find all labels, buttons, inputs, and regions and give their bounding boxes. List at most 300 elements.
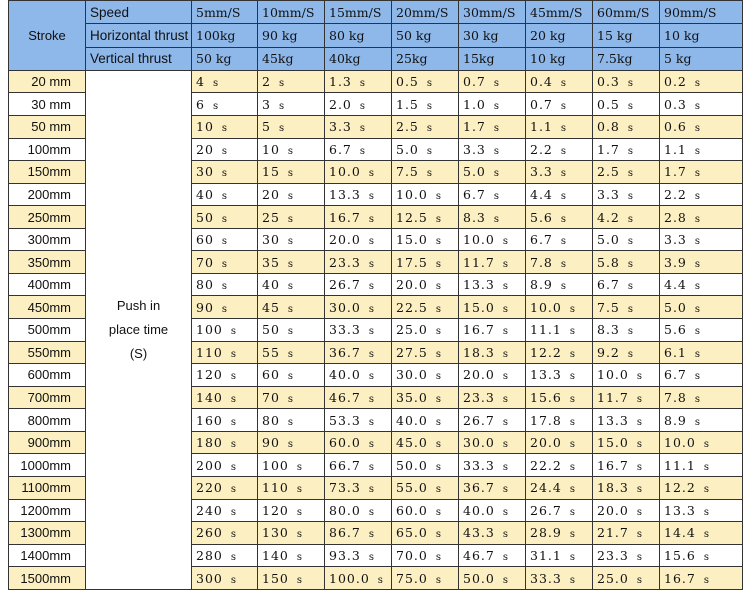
time-unit: s <box>435 190 441 202</box>
time-unit: s <box>368 303 374 315</box>
time-value: 200 <box>196 457 223 473</box>
time-value: 50 <box>262 322 280 338</box>
time-unit: s <box>502 439 508 451</box>
time-unit: s <box>435 574 441 586</box>
time-unit: s <box>221 145 228 157</box>
time-cell <box>192 499 258 522</box>
time-unit: s <box>694 168 701 180</box>
time-cell <box>593 341 660 364</box>
time-value: 16.7 <box>329 209 361 225</box>
time-value: 75.0 <box>396 570 428 586</box>
time-unit: s <box>287 439 294 451</box>
time-unit: s <box>287 190 294 202</box>
time-value: 2.0 <box>329 96 352 112</box>
speed-cell: 5mm/S <box>192 1 258 24</box>
time-cell <box>660 341 743 364</box>
time-value: 2.8 <box>664 209 687 225</box>
time-cell <box>392 386 459 409</box>
time-cell <box>660 386 743 409</box>
time-unit: s <box>368 461 374 473</box>
time-unit: s <box>230 529 236 541</box>
time-value: 26.7 <box>463 412 495 428</box>
time-unit: s <box>636 439 642 451</box>
stroke-cell: 150mm <box>9 161 86 184</box>
time-unit: s <box>694 100 701 112</box>
time-cell <box>660 183 743 206</box>
time-value: 1.7 <box>463 119 486 135</box>
table-row <box>9 70 743 93</box>
time-value: 20 <box>262 186 280 202</box>
time-cell <box>660 161 743 184</box>
time-value: 220 <box>196 480 223 496</box>
time-value: 3.9 <box>664 254 687 270</box>
time-cell <box>660 454 743 477</box>
time-value: 0.7 <box>530 96 553 112</box>
time-value: 8.9 <box>530 277 553 293</box>
time-value: 30.0 <box>329 299 361 315</box>
time-value: 40 <box>262 277 280 293</box>
time-cell <box>660 544 743 567</box>
time-cell <box>258 522 325 545</box>
time-value: 6.7 <box>463 186 486 202</box>
time-value: 180 <box>196 435 223 451</box>
time-value: 22.5 <box>396 299 428 315</box>
time-value: 20 <box>196 141 214 157</box>
time-unit: s <box>569 506 575 518</box>
time-unit: s <box>627 348 634 360</box>
time-unit: s <box>212 78 219 90</box>
time-cell <box>392 454 459 477</box>
time-value: 7.8 <box>530 254 553 270</box>
time-unit: s <box>230 416 236 428</box>
time-value: 93.3 <box>329 547 361 563</box>
time-value: 4.4 <box>530 186 553 202</box>
time-cell <box>192 544 258 567</box>
horizontal-thrust-cell: 100kg <box>192 24 258 47</box>
time-cell <box>392 341 459 364</box>
time-unit: s <box>493 78 500 90</box>
time-value: 50 <box>196 209 214 225</box>
time-cell <box>392 522 459 545</box>
time-cell <box>660 567 743 590</box>
time-value: 260 <box>196 525 223 541</box>
time-value: 5.0 <box>463 164 486 180</box>
time-unit: s <box>368 168 374 180</box>
vertical-thrust-row <box>9 47 743 70</box>
time-unit: s <box>287 168 294 180</box>
time-unit: s <box>627 236 634 248</box>
horizontal-thrust-cell: 50 kg <box>392 24 459 47</box>
time-unit: s <box>694 416 701 428</box>
time-value: 5 <box>262 119 271 135</box>
time-cell <box>593 93 660 116</box>
time-unit: s <box>627 100 634 112</box>
time-unit: s <box>359 145 366 157</box>
time-cell <box>660 206 743 229</box>
time-cell <box>660 70 743 93</box>
time-unit: s <box>278 100 285 112</box>
time-cell <box>526 115 593 138</box>
time-value: 3.3 <box>463 141 486 157</box>
time-value: 15.0 <box>396 232 428 248</box>
horizontal-thrust-cell: 30 kg <box>459 24 526 47</box>
time-cell <box>526 228 593 251</box>
time-unit: s <box>296 574 302 586</box>
time-unit: s <box>426 78 433 90</box>
time-unit: s <box>636 506 642 518</box>
time-value: 23.3 <box>463 390 495 405</box>
time-cell <box>325 183 392 206</box>
speed-cell: 30mm/S <box>459 1 526 24</box>
time-value: 53.3 <box>329 412 361 428</box>
stroke-cell: 200mm <box>9 183 86 206</box>
time-unit: s <box>502 506 508 518</box>
time-unit: s <box>368 394 374 405</box>
time-value: 130 <box>262 525 289 541</box>
time-value: 26.7 <box>329 277 361 293</box>
time-cell <box>660 138 743 161</box>
time-unit: s <box>368 439 374 451</box>
time-value: 1.1 <box>664 141 687 157</box>
time-value: 60 <box>196 232 214 248</box>
horizontal-thrust-cell: 80 kg <box>325 24 392 47</box>
time-cell <box>192 228 258 251</box>
time-value: 40.0 <box>396 412 428 428</box>
time-value: 20.0 <box>396 277 428 293</box>
stroke-cell: 1000mm <box>9 454 86 477</box>
time-value: 12.2 <box>664 480 696 496</box>
time-unit: s <box>502 529 508 541</box>
time-unit: s <box>368 551 374 563</box>
time-unit: s <box>560 258 567 270</box>
time-unit: s <box>230 439 236 451</box>
time-unit: s <box>287 416 294 428</box>
time-unit: s <box>435 326 441 338</box>
time-value: 15.0 <box>463 299 495 315</box>
time-unit: s <box>426 168 433 180</box>
time-cell <box>192 409 258 432</box>
time-unit: s <box>569 371 575 383</box>
time-unit: s <box>435 484 441 496</box>
time-value: 240 <box>196 502 223 518</box>
time-value: 20.0 <box>530 435 562 451</box>
time-value: 10.0 <box>530 299 562 315</box>
time-unit: s <box>221 213 228 225</box>
time-unit: s <box>502 236 508 248</box>
time-value: 25.0 <box>396 322 428 338</box>
time-cell <box>459 251 526 274</box>
time-cell <box>459 499 526 522</box>
time-value: 0.3 <box>597 74 620 90</box>
time-cell <box>593 273 660 296</box>
time-value: 16.7 <box>463 322 495 338</box>
time-value: 90 <box>262 435 280 451</box>
time-value: 15.6 <box>530 390 562 405</box>
time-unit: s <box>569 461 575 473</box>
time-unit: s <box>569 551 575 563</box>
time-unit: s <box>368 348 374 360</box>
time-value: 80 <box>262 412 280 428</box>
time-unit: s <box>435 394 441 405</box>
time-unit: s <box>694 348 701 360</box>
time-value: 40 <box>196 186 214 202</box>
time-cell <box>593 296 660 319</box>
time-unit: s <box>694 326 701 338</box>
speed-label: Speed <box>86 1 192 24</box>
time-cell <box>459 319 526 342</box>
time-value: 90 <box>196 299 214 315</box>
time-cell <box>192 93 258 116</box>
time-value: 20.0 <box>463 367 495 383</box>
time-cell <box>660 115 743 138</box>
time-value: 160 <box>196 412 223 428</box>
time-unit: s <box>502 574 508 586</box>
time-value: 8.9 <box>664 412 687 428</box>
time-unit: s <box>627 258 634 270</box>
time-unit: s <box>368 506 374 518</box>
time-unit: s <box>368 416 374 428</box>
time-value: 3 <box>262 96 271 112</box>
horizontal-thrust-cell: 20 kg <box>526 24 593 47</box>
time-value: 2 <box>262 74 271 90</box>
time-value: 13.3 <box>329 186 361 202</box>
time-value: 0.4 <box>530 74 553 90</box>
time-value: 100.0 <box>329 570 370 586</box>
time-unit: s <box>569 574 575 586</box>
push-time-table <box>8 0 743 590</box>
stroke-cell: 1400mm <box>9 544 86 567</box>
time-value: 36.7 <box>329 344 361 360</box>
time-value: 31.1 <box>530 547 562 563</box>
time-cell <box>526 386 593 409</box>
time-value: 14.4 <box>664 525 696 541</box>
time-unit: s <box>230 506 236 518</box>
time-cell <box>392 499 459 522</box>
time-value: 86.7 <box>329 525 361 541</box>
time-cell <box>325 409 392 432</box>
time-cell <box>325 161 392 184</box>
time-cell <box>192 296 258 319</box>
time-cell <box>392 273 459 296</box>
time-cell <box>459 431 526 454</box>
time-value: 11.7 <box>463 254 495 270</box>
time-cell <box>526 251 593 274</box>
time-cell <box>192 364 258 387</box>
time-cell <box>459 273 526 296</box>
horizontal-thrust-cell: 10 kg <box>660 24 743 47</box>
time-cell <box>593 386 660 409</box>
stroke-cell: 100mm <box>9 138 86 161</box>
time-unit: s <box>368 484 374 496</box>
time-unit: s <box>569 484 575 496</box>
time-value: 46.7 <box>463 547 495 563</box>
time-value: 11.1 <box>664 457 696 473</box>
time-unit: s <box>493 145 500 157</box>
stroke-cell: 450mm <box>9 296 86 319</box>
time-cell <box>660 476 743 499</box>
horizontal-thrust-cell: 15 kg <box>593 24 660 47</box>
time-value: 6.7 <box>597 277 620 293</box>
time-cell <box>593 499 660 522</box>
time-value: 43.3 <box>463 525 495 541</box>
time-unit: s <box>296 529 302 541</box>
time-cell <box>325 228 392 251</box>
time-unit: s <box>703 574 709 586</box>
time-value: 33.3 <box>329 322 361 338</box>
time-cell <box>258 296 325 319</box>
time-value: 5.0 <box>396 141 419 157</box>
time-unit: s <box>230 461 236 473</box>
time-cell <box>258 70 325 93</box>
time-cell <box>258 206 325 229</box>
time-value: 2.5 <box>597 164 620 180</box>
time-unit: s <box>569 529 575 541</box>
time-value: 3.3 <box>664 232 687 248</box>
time-cell <box>325 364 392 387</box>
time-cell <box>459 138 526 161</box>
time-value: 55 <box>262 344 280 360</box>
vertical-thrust-cell: 5 kg <box>660 47 743 70</box>
time-value: 11.7 <box>597 390 629 405</box>
stroke-header: Stroke <box>9 1 86 71</box>
time-unit: s <box>502 281 508 293</box>
time-cell <box>192 183 258 206</box>
time-value: 60.0 <box>329 435 361 451</box>
time-value: 30.0 <box>396 367 428 383</box>
time-cell <box>325 115 392 138</box>
horizontal-thrust-cell: 90 kg <box>258 24 325 47</box>
time-cell <box>325 138 392 161</box>
time-unit: s <box>287 371 294 383</box>
time-value: 120 <box>262 502 289 518</box>
time-cell <box>593 544 660 567</box>
time-value: 0.3 <box>664 96 687 112</box>
time-value: 140 <box>262 547 289 563</box>
time-value: 7.8 <box>664 390 687 405</box>
time-cell <box>392 228 459 251</box>
time-unit: s <box>435 236 441 248</box>
time-unit: s <box>502 348 508 360</box>
time-unit: s <box>502 326 508 338</box>
time-unit: s <box>435 506 441 518</box>
time-value: 100 <box>196 322 223 338</box>
time-unit: s <box>569 303 575 315</box>
time-value: 45 <box>262 299 280 315</box>
time-unit: s <box>694 190 701 202</box>
time-value: 10.0 <box>396 186 428 202</box>
stroke-cell: 400mm <box>9 273 86 296</box>
time-unit: s <box>502 551 508 563</box>
time-unit: s <box>221 123 228 135</box>
time-value: 13.3 <box>597 412 629 428</box>
time-cell <box>459 386 526 409</box>
time-unit: s <box>377 574 383 586</box>
time-unit: s <box>636 416 642 428</box>
time-unit: s <box>636 484 642 496</box>
time-value: 1.1 <box>530 119 553 135</box>
time-unit: s <box>569 326 575 338</box>
time-cell <box>593 431 660 454</box>
time-value: 8.3 <box>463 209 486 225</box>
time-unit: s <box>703 439 709 451</box>
time-cell <box>526 567 593 590</box>
time-unit: s <box>221 281 228 293</box>
vertical-thrust-cell: 45kg <box>258 47 325 70</box>
stroke-cell: 1100mm <box>9 476 86 499</box>
speed-cell: 45mm/S <box>526 1 593 24</box>
time-cell <box>325 567 392 590</box>
time-value: 100 <box>262 457 289 473</box>
time-cell <box>192 386 258 409</box>
time-cell <box>459 70 526 93</box>
time-value: 0.2 <box>664 74 687 90</box>
time-cell <box>192 138 258 161</box>
time-unit: s <box>703 461 709 473</box>
time-value: 0.8 <box>597 119 620 135</box>
time-value: 13.3 <box>530 367 562 383</box>
time-cell <box>258 93 325 116</box>
time-cell <box>526 341 593 364</box>
time-value: 70.0 <box>396 547 428 563</box>
time-cell <box>258 409 325 432</box>
time-value: 12.5 <box>396 209 428 225</box>
time-unit: s <box>278 78 285 90</box>
time-unit: s <box>627 213 634 225</box>
stroke-cell: 1500mm <box>9 567 86 590</box>
time-cell <box>593 70 660 93</box>
time-unit: s <box>636 529 642 541</box>
vertical-thrust-label: Vertical thrust <box>86 47 192 70</box>
time-cell <box>459 296 526 319</box>
time-unit: s <box>435 371 441 383</box>
time-cell <box>325 206 392 229</box>
time-unit: s <box>368 190 374 202</box>
time-value: 6.1 <box>664 344 687 360</box>
time-cell <box>258 499 325 522</box>
time-unit: s <box>435 303 441 315</box>
time-unit: s <box>627 190 634 202</box>
stroke-cell: 1300mm <box>9 522 86 545</box>
vertical-thrust-cell: 10 kg <box>526 47 593 70</box>
time-unit: s <box>426 145 433 157</box>
time-cell <box>459 567 526 590</box>
time-cell <box>593 161 660 184</box>
time-unit: s <box>296 506 302 518</box>
time-unit: s <box>694 303 701 315</box>
time-cell <box>258 228 325 251</box>
time-value: 16.7 <box>597 457 629 473</box>
time-cell <box>192 319 258 342</box>
time-cell <box>526 183 593 206</box>
stroke-cell: 350mm <box>9 251 86 274</box>
stroke-cell: 600mm <box>9 364 86 387</box>
time-unit: s <box>636 574 642 586</box>
time-value: 50.0 <box>396 457 428 473</box>
time-value: 25.0 <box>597 570 629 586</box>
time-value: 40.0 <box>463 502 495 518</box>
time-value: 5.6 <box>664 322 687 338</box>
time-cell <box>392 138 459 161</box>
time-value: 2.5 <box>396 119 419 135</box>
horizontal-thrust-row <box>9 24 743 47</box>
time-cell <box>192 567 258 590</box>
time-value: 1.7 <box>597 141 620 157</box>
stroke-cell: 900mm <box>9 431 86 454</box>
time-unit: s <box>435 551 441 563</box>
time-unit: s <box>502 461 508 473</box>
time-value: 28.9 <box>530 525 562 541</box>
time-value: 80.0 <box>329 502 361 518</box>
